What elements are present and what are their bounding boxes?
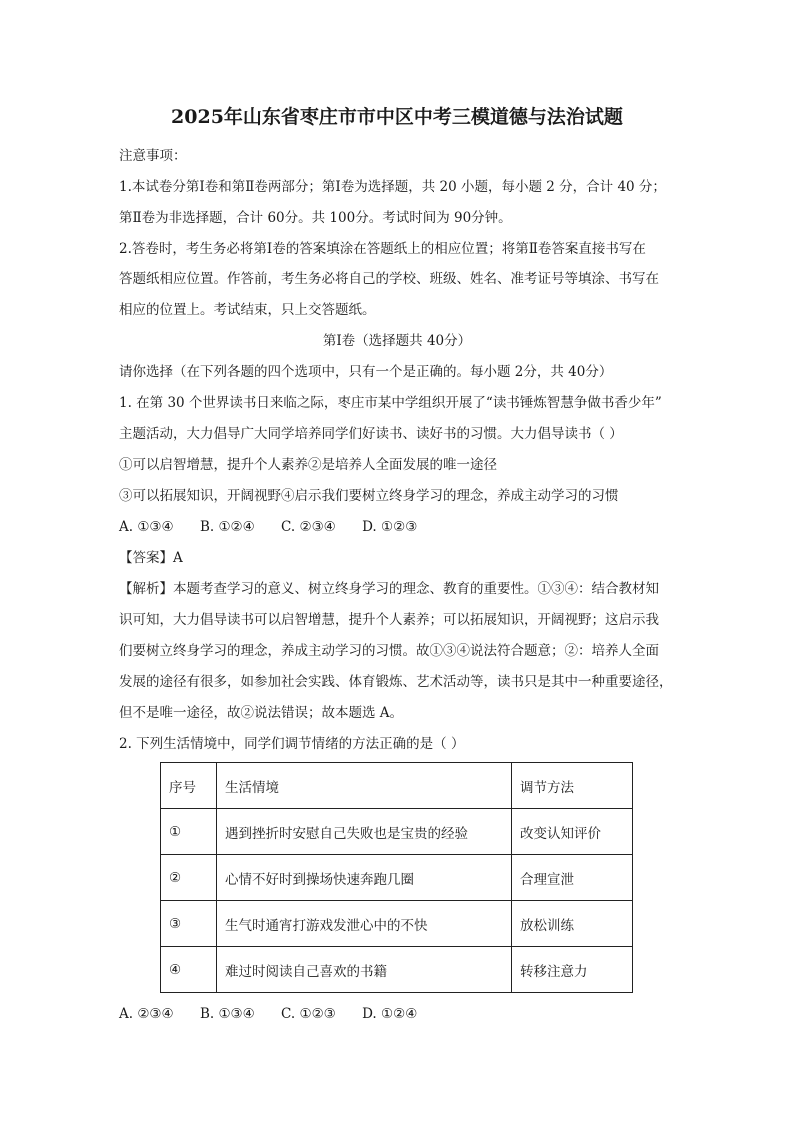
table-row (161, 901, 633, 947)
table-row (161, 809, 633, 855)
table-cell: ② (161, 855, 217, 901)
q1-analysis-line1: 【解析】本题考查学习的意义、树立终身学习的理念、教育的重要性。①③④：结合教材知 (119, 581, 659, 597)
q1-stem-line2: 主题活动，大力倡导广大同学培养同学们好读书、读好书的习惯。大力倡导读书（ ） (119, 426, 623, 442)
q1-statement-line2: ③可以拓展知识，开阔视野④启示我们要树立终身学习的理念，养成主动学习的习惯 (119, 488, 619, 504)
q2-option-d: D. ①②④ (362, 1006, 418, 1022)
notice-item1-line2: 第Ⅱ卷为非选择题，合计 60分。共 100分。考试时间为 90分钟。 (119, 210, 512, 226)
q1-option-b: B. ①②④ (199, 519, 255, 535)
table-cell: 合理宣泄 (512, 855, 633, 901)
table-cell: 生气时通宵打游戏发泄心中的不快 (217, 901, 512, 947)
table-row (161, 855, 633, 901)
table-cell: 遇到挫折时安慰自己失败也是宝贵的经验 (217, 809, 512, 855)
table-header-cell: 序号 (161, 763, 217, 809)
notice-item1-line1: 1.本试卷分第Ⅰ卷和第Ⅱ卷两部分；第Ⅰ卷为选择题，共 20 小题，每小题 2 分，合计 40 分； (119, 179, 666, 195)
notice-item2-line2: 答题纸相应位置。作答前，考生务必将自己的学校、班级、姓名、准考证号等填涂、书写在 (119, 271, 659, 287)
q1-option-d: D. ①②③ (362, 519, 418, 535)
q1-option-c: C. ②③④ (281, 519, 336, 535)
table-header-cell: 调节方法 (512, 763, 633, 809)
q2-table (160, 762, 633, 993)
q2-option-b: B. ①③④ (199, 1006, 255, 1022)
notice-item2-line3: 相应的位置上。考试结束，只上交答题纸。 (119, 302, 376, 318)
notice-heading: 注意事项： (119, 148, 187, 164)
table-cell: 转移注意力 (512, 947, 633, 993)
table-row (161, 947, 633, 993)
q1-option-a: A. ①③④ (119, 519, 174, 535)
table-header-cell: 生活情境 (217, 763, 512, 809)
table-cell: 放松训练 (512, 901, 633, 947)
q1-analysis-line2: 识可知，大力倡导读书可以启智增慧，提升个人素养；可以拓展知识，开阔视野；这启示我 (119, 612, 659, 628)
q1-analysis-line3: 们要树立终身学习的理念，养成主动学习的习惯。故①③④说法符合题意；②：培养人全面 (119, 643, 659, 659)
notice-item2-line1: 2.答卷时，考生务必将第Ⅰ卷的答案填涂在答题纸上的相应位置；将第Ⅱ卷答案直接书写在 (119, 241, 646, 257)
table-cell: 心情不好时到操场快速奔跑几圈 (217, 855, 512, 901)
table-header-row (161, 763, 633, 809)
q2-option-c: C. ①②③ (281, 1006, 336, 1022)
table-cell: ③ (161, 901, 217, 947)
q1-analysis-line5: 但不是唯一途径，故②说法错误；故本题选 A。 (119, 705, 404, 721)
q2-option-a: A. ②③④ (119, 1006, 174, 1022)
table-cell: 改变认知评价 (512, 809, 633, 855)
table-cell: 难过时阅读自己喜欢的书籍 (217, 947, 512, 993)
q2-stem: 2. 下列生活情境中，同学们调节情绪的方法正确的是（ ） (119, 736, 465, 752)
table-cell: ① (161, 809, 217, 855)
q1-options (119, 518, 679, 536)
section-heading: 第Ⅰ卷（选择题共 40分） (322, 333, 472, 349)
q2-options (119, 1005, 679, 1023)
q1-answer: 【答案】A (119, 550, 183, 566)
q1-stem-line1: 1. 在第 30 个世界读书日来临之际，枣庄市某中学组织开展了“读书锤炼智慧争做书香少年” (119, 395, 662, 411)
q1-statement-line1: ①可以启智增慧，提升个人素养②是培养人全面发展的唯一途径 (119, 457, 497, 473)
table-cell: ④ (161, 947, 217, 993)
exam-title: 2025年山东省枣庄市市中区中考三模道德与法治试题 (171, 106, 623, 128)
section-instruction: 请你选择（在下列各题的四个选项中，只有一个是正确的。每小题 2分，共 40分） (119, 364, 613, 380)
q1-analysis-line4: 发展的途径有很多，如参加社会实践、体育锻炼、艺术活动等，读书只是其中一种重要途径， (119, 674, 673, 690)
